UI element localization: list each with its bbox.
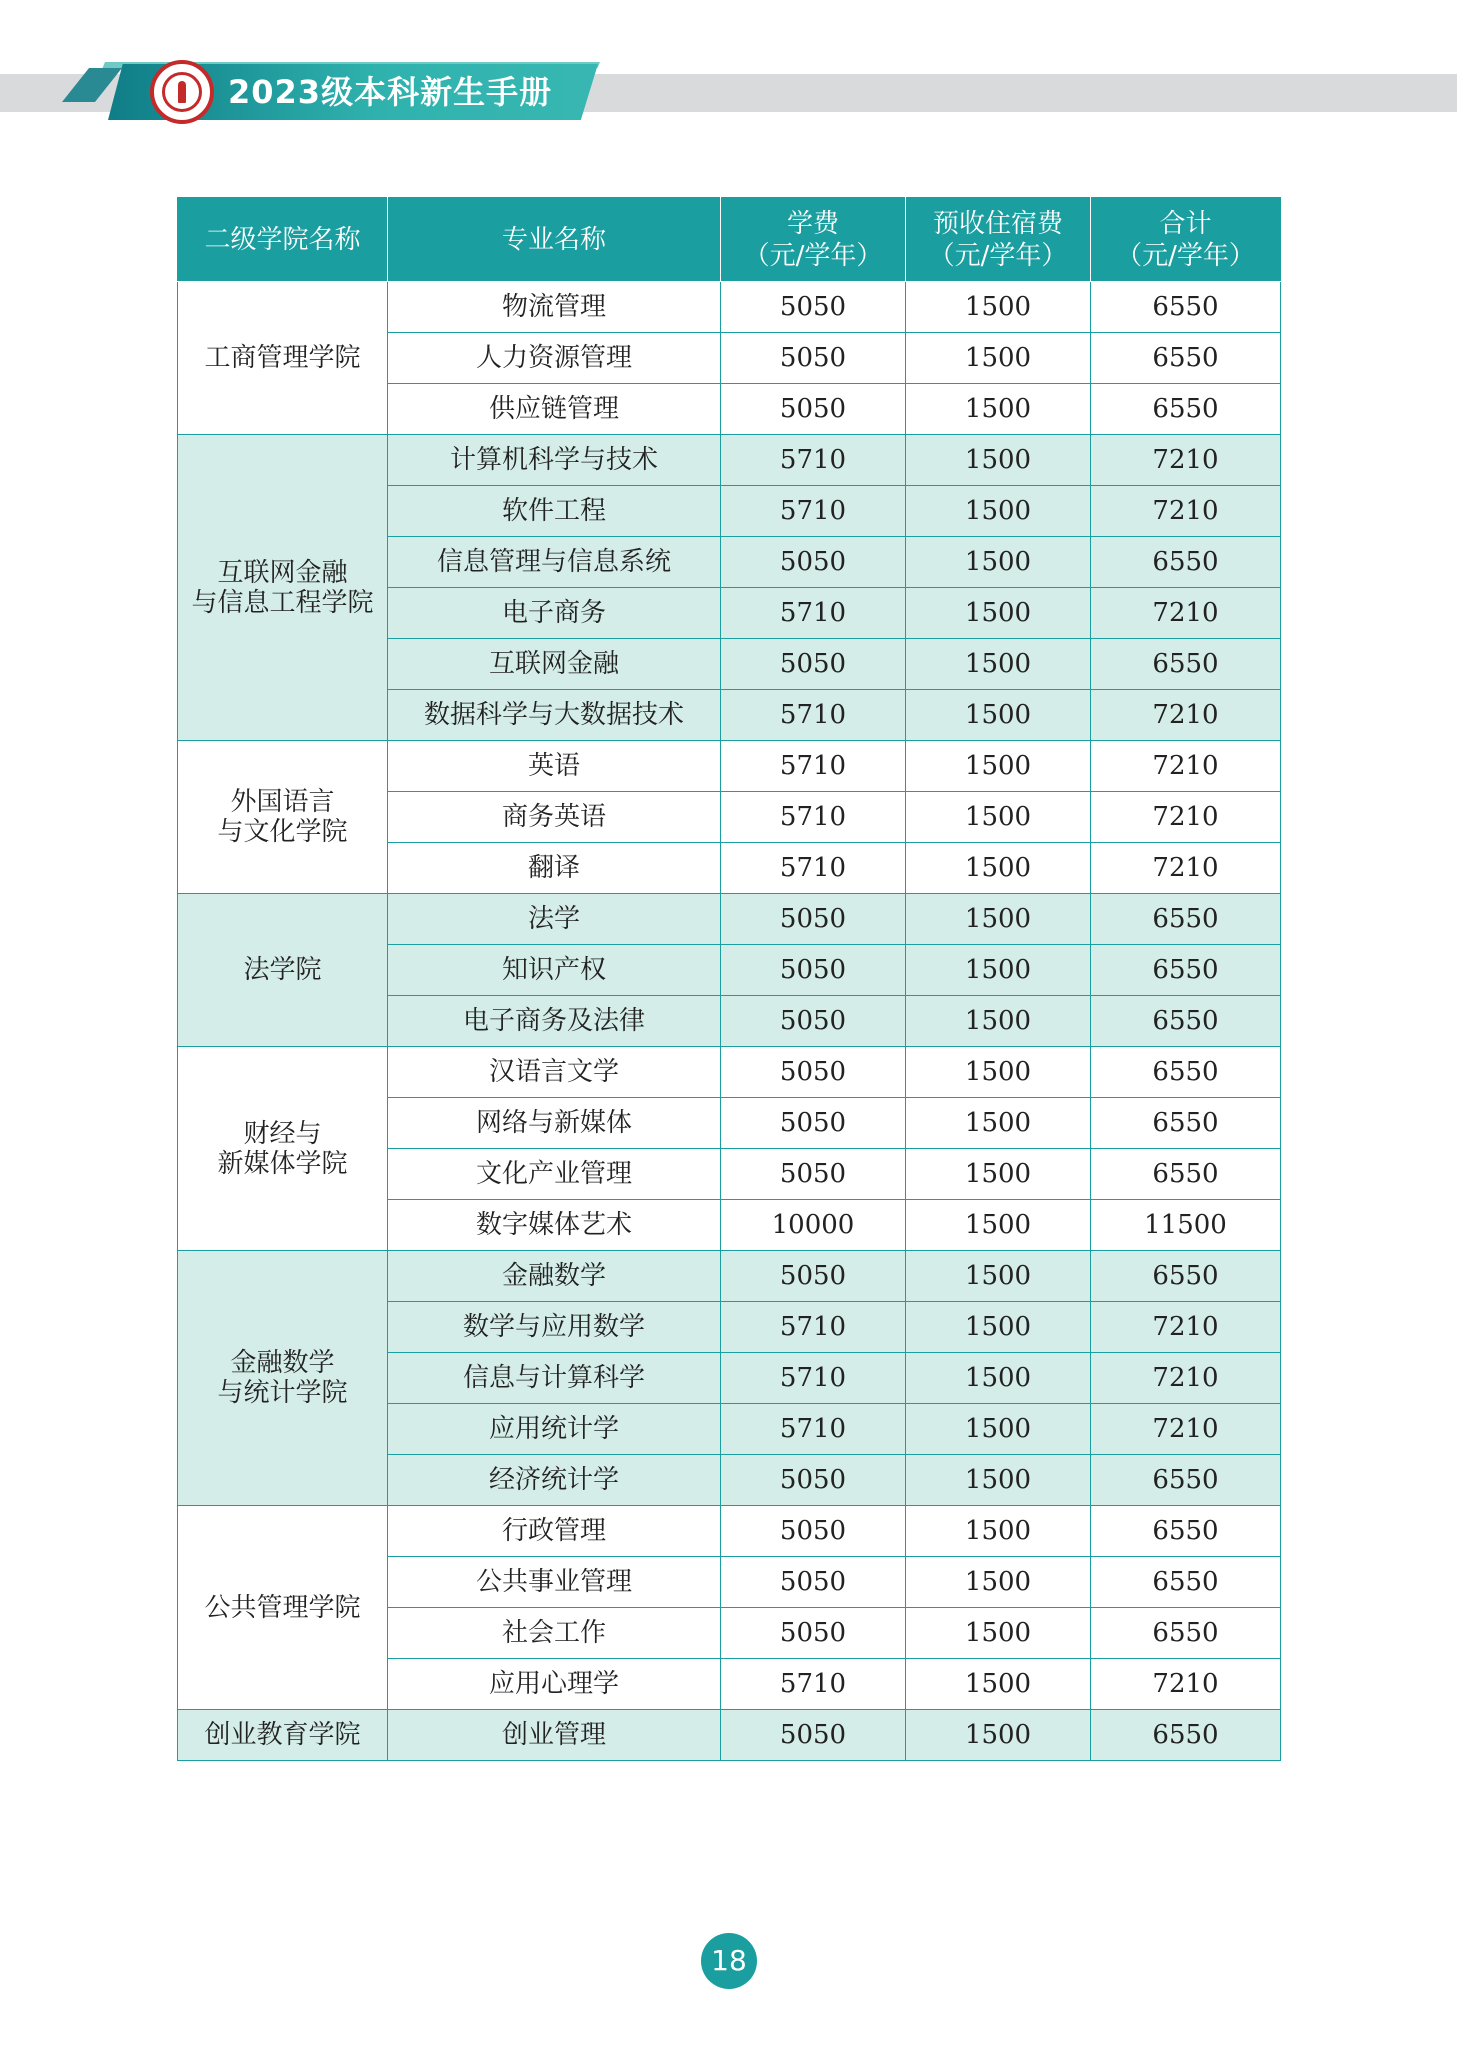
column-header-line: 合计 (1159, 208, 1212, 239)
lodging-fee-cell: 1500 (906, 1404, 1091, 1455)
lodging-fee-cell: 1500 (906, 333, 1091, 384)
total-fee-cell: 6550 (1091, 996, 1281, 1047)
tuition-cell: 5710 (721, 1302, 906, 1353)
major-name-cell: 应用心理学 (388, 1659, 721, 1710)
lodging-fee-cell: 1500 (906, 435, 1091, 486)
lodging-fee-cell: 1500 (906, 537, 1091, 588)
tuition-cell: 5050 (721, 1047, 906, 1098)
lodging-fee-cell: 1500 (906, 1710, 1091, 1761)
major-name-cell: 知识产权 (388, 945, 721, 996)
total-fee-cell: 6550 (1091, 282, 1281, 333)
column-header (388, 198, 721, 282)
total-fee-cell: 11500 (1091, 1200, 1281, 1251)
total-fee-cell: 7210 (1091, 843, 1281, 894)
tuition-cell: 5710 (721, 1353, 906, 1404)
college-name-cell (178, 1251, 388, 1506)
total-fee-cell: 6550 (1091, 1098, 1281, 1149)
column-header-line: 学费 (786, 208, 839, 239)
lodging-fee-cell: 1500 (906, 894, 1091, 945)
total-fee-cell: 6550 (1091, 1149, 1281, 1200)
total-fee-cell: 6550 (1091, 639, 1281, 690)
total-fee-cell: 6550 (1091, 894, 1281, 945)
fee-table (177, 197, 1281, 1761)
lodging-fee-cell: 1500 (906, 1047, 1091, 1098)
lodging-fee-cell: 1500 (906, 1659, 1091, 1710)
college-name-line: 财经与 (243, 1118, 322, 1149)
tuition-cell: 10000 (721, 1200, 906, 1251)
total-fee-cell: 6550 (1091, 1455, 1281, 1506)
total-fee-cell: 7210 (1091, 1404, 1281, 1455)
major-name-cell: 行政管理 (388, 1506, 721, 1557)
college-name-line: 公共管理学院 (204, 1592, 361, 1623)
tuition-cell: 5050 (721, 1506, 906, 1557)
lodging-fee-cell: 1500 (906, 1608, 1091, 1659)
tuition-cell: 5710 (721, 1659, 906, 1710)
column-header (721, 198, 906, 282)
major-name-cell: 电子商务及法律 (388, 996, 721, 1047)
column-header (1091, 198, 1281, 282)
lodging-fee-cell: 1500 (906, 384, 1091, 435)
total-fee-cell: 7210 (1091, 741, 1281, 792)
major-name-cell: 供应链管理 (388, 384, 721, 435)
lodging-fee-cell: 1500 (906, 486, 1091, 537)
table-row (178, 435, 1281, 486)
tuition-cell: 5050 (721, 537, 906, 588)
header-row (178, 198, 1281, 282)
total-fee-cell: 6550 (1091, 384, 1281, 435)
college-name-line: 与文化学院 (217, 817, 348, 847)
tuition-cell: 5050 (721, 333, 906, 384)
total-fee-cell: 7210 (1091, 1353, 1281, 1404)
major-name-cell: 汉语言文学 (388, 1047, 721, 1098)
fee-table-header (178, 198, 1281, 282)
college-name-cell (178, 1710, 388, 1761)
college-name-line: 创业教育学院 (204, 1720, 361, 1750)
lodging-fee-cell: 1500 (906, 282, 1091, 333)
total-fee-cell: 6550 (1091, 537, 1281, 588)
tuition-cell: 5050 (721, 1149, 906, 1200)
lodging-fee-cell: 1500 (906, 1251, 1091, 1302)
total-fee-cell: 6550 (1091, 1047, 1281, 1098)
major-name-cell: 文化产业管理 (388, 1149, 721, 1200)
major-name-cell: 计算机科学与技术 (388, 435, 721, 486)
major-name-cell: 电子商务 (388, 588, 721, 639)
major-name-cell: 社会工作 (388, 1608, 721, 1659)
tuition-cell: 5050 (721, 1710, 906, 1761)
major-name-cell: 数据科学与大数据技术 (388, 690, 721, 741)
lodging-fee-cell: 1500 (906, 1149, 1091, 1200)
lodging-fee-cell: 1500 (906, 792, 1091, 843)
table-row (178, 282, 1281, 333)
major-name-cell: 网络与新媒体 (388, 1098, 721, 1149)
lodging-fee-cell: 1500 (906, 1200, 1091, 1251)
college-name-cell (178, 1047, 388, 1251)
college-name-cell (178, 435, 388, 741)
lodging-fee-cell: 1500 (906, 1302, 1091, 1353)
table-row (178, 1047, 1281, 1098)
lodging-fee-cell: 1500 (906, 639, 1091, 690)
major-name-cell: 物流管理 (388, 282, 721, 333)
lodging-fee-cell: 1500 (906, 843, 1091, 894)
major-name-cell: 互联网金融 (388, 639, 721, 690)
table-row (178, 1710, 1281, 1761)
total-fee-cell: 6550 (1091, 1608, 1281, 1659)
major-name-cell: 创业管理 (388, 1710, 721, 1761)
tuition-cell: 5710 (721, 843, 906, 894)
total-fee-cell: 6550 (1091, 1710, 1281, 1761)
lodging-fee-cell: 1500 (906, 1455, 1091, 1506)
lodging-fee-cell: 1500 (906, 1353, 1091, 1404)
lodging-fee-cell: 1500 (906, 1098, 1091, 1149)
total-fee-cell: 6550 (1091, 1557, 1281, 1608)
college-name-line: 外国语言 (230, 787, 335, 817)
college-name-line: 工商管理学院 (204, 343, 361, 373)
tuition-cell: 5050 (721, 945, 906, 996)
tuition-cell: 5710 (721, 435, 906, 486)
college-name-line: 法学院 (243, 955, 322, 985)
tuition-cell: 5050 (721, 1557, 906, 1608)
lodging-fee-cell: 1500 (906, 996, 1091, 1047)
tuition-cell: 5050 (721, 639, 906, 690)
column-header-line: （元/学年） (1116, 240, 1255, 271)
tuition-cell: 5710 (721, 588, 906, 639)
major-name-cell: 数字媒体艺术 (388, 1200, 721, 1251)
total-fee-cell: 7210 (1091, 588, 1281, 639)
column-header-line: （元/学年） (743, 240, 883, 271)
tuition-cell: 5710 (721, 486, 906, 537)
tuition-cell: 5050 (721, 1455, 906, 1506)
college-name-cell (178, 741, 388, 894)
table-row (178, 894, 1281, 945)
column-header-line: 专业名称 (501, 224, 606, 255)
college-name-cell (178, 282, 388, 435)
college-name-line: 与统计学院 (217, 1378, 348, 1408)
major-name-cell: 英语 (388, 741, 721, 792)
tuition-cell: 5050 (721, 1608, 906, 1659)
column-header-line: 预收住宿费 (932, 208, 1063, 239)
major-name-cell: 翻译 (388, 843, 721, 894)
total-fee-cell: 7210 (1091, 1659, 1281, 1710)
tuition-cell: 5050 (721, 282, 906, 333)
total-fee-cell: 7210 (1091, 435, 1281, 486)
total-fee-cell: 7210 (1091, 792, 1281, 843)
table-row (178, 741, 1281, 792)
tuition-cell: 5050 (721, 894, 906, 945)
major-name-cell: 公共事业管理 (388, 1557, 721, 1608)
column-header-line: （元/学年） (928, 240, 1068, 271)
tuition-cell: 5050 (721, 384, 906, 435)
major-name-cell: 人力资源管理 (388, 333, 721, 384)
major-name-cell: 法学 (388, 894, 721, 945)
major-name-cell: 金融数学 (388, 1251, 721, 1302)
total-fee-cell: 7210 (1091, 486, 1281, 537)
lodging-fee-cell: 1500 (906, 588, 1091, 639)
total-fee-cell: 7210 (1091, 1302, 1281, 1353)
tuition-cell: 5710 (721, 792, 906, 843)
lodging-fee-cell: 1500 (906, 1506, 1091, 1557)
major-name-cell: 数学与应用数学 (388, 1302, 721, 1353)
college-name-cell (178, 1506, 388, 1710)
major-name-cell: 信息与计算科学 (388, 1353, 721, 1404)
table-row (178, 1251, 1281, 1302)
major-name-cell: 商务英语 (388, 792, 721, 843)
lodging-fee-cell: 1500 (906, 741, 1091, 792)
major-name-cell: 应用统计学 (388, 1404, 721, 1455)
tuition-cell: 5710 (721, 1404, 906, 1455)
tuition-cell: 5050 (721, 1098, 906, 1149)
college-name-line: 新媒体学院 (217, 1148, 348, 1179)
column-header (178, 198, 388, 282)
college-name-line: 与信息工程学院 (191, 587, 374, 618)
lodging-fee-cell: 1500 (906, 690, 1091, 741)
total-fee-cell: 6550 (1091, 333, 1281, 384)
college-name-line: 互联网金融 (217, 557, 348, 588)
school-logo-icon (150, 60, 214, 124)
table-row (178, 1506, 1281, 1557)
total-fee-cell: 7210 (1091, 690, 1281, 741)
tuition-cell: 5710 (721, 741, 906, 792)
page-number: 18 (701, 1933, 757, 1989)
logo-emblem (162, 72, 202, 112)
lodging-fee-cell: 1500 (906, 1557, 1091, 1608)
college-name-cell (178, 894, 388, 1047)
major-name-cell: 经济统计学 (388, 1455, 721, 1506)
column-header (906, 198, 1091, 282)
college-name-line: 金融数学 (230, 1348, 335, 1378)
major-name-cell: 信息管理与信息系统 (388, 537, 721, 588)
total-fee-cell: 6550 (1091, 1251, 1281, 1302)
total-fee-cell: 6550 (1091, 945, 1281, 996)
total-fee-cell: 6550 (1091, 1506, 1281, 1557)
column-header-line: 二级学院名称 (204, 224, 361, 255)
page-title: 2023级本科新生手册 (228, 73, 553, 111)
fee-table-body (178, 282, 1281, 1761)
tuition-cell: 5710 (721, 690, 906, 741)
tuition-cell: 5050 (721, 1251, 906, 1302)
lodging-fee-cell: 1500 (906, 945, 1091, 996)
major-name-cell: 软件工程 (388, 486, 721, 537)
tuition-cell: 5050 (721, 996, 906, 1047)
